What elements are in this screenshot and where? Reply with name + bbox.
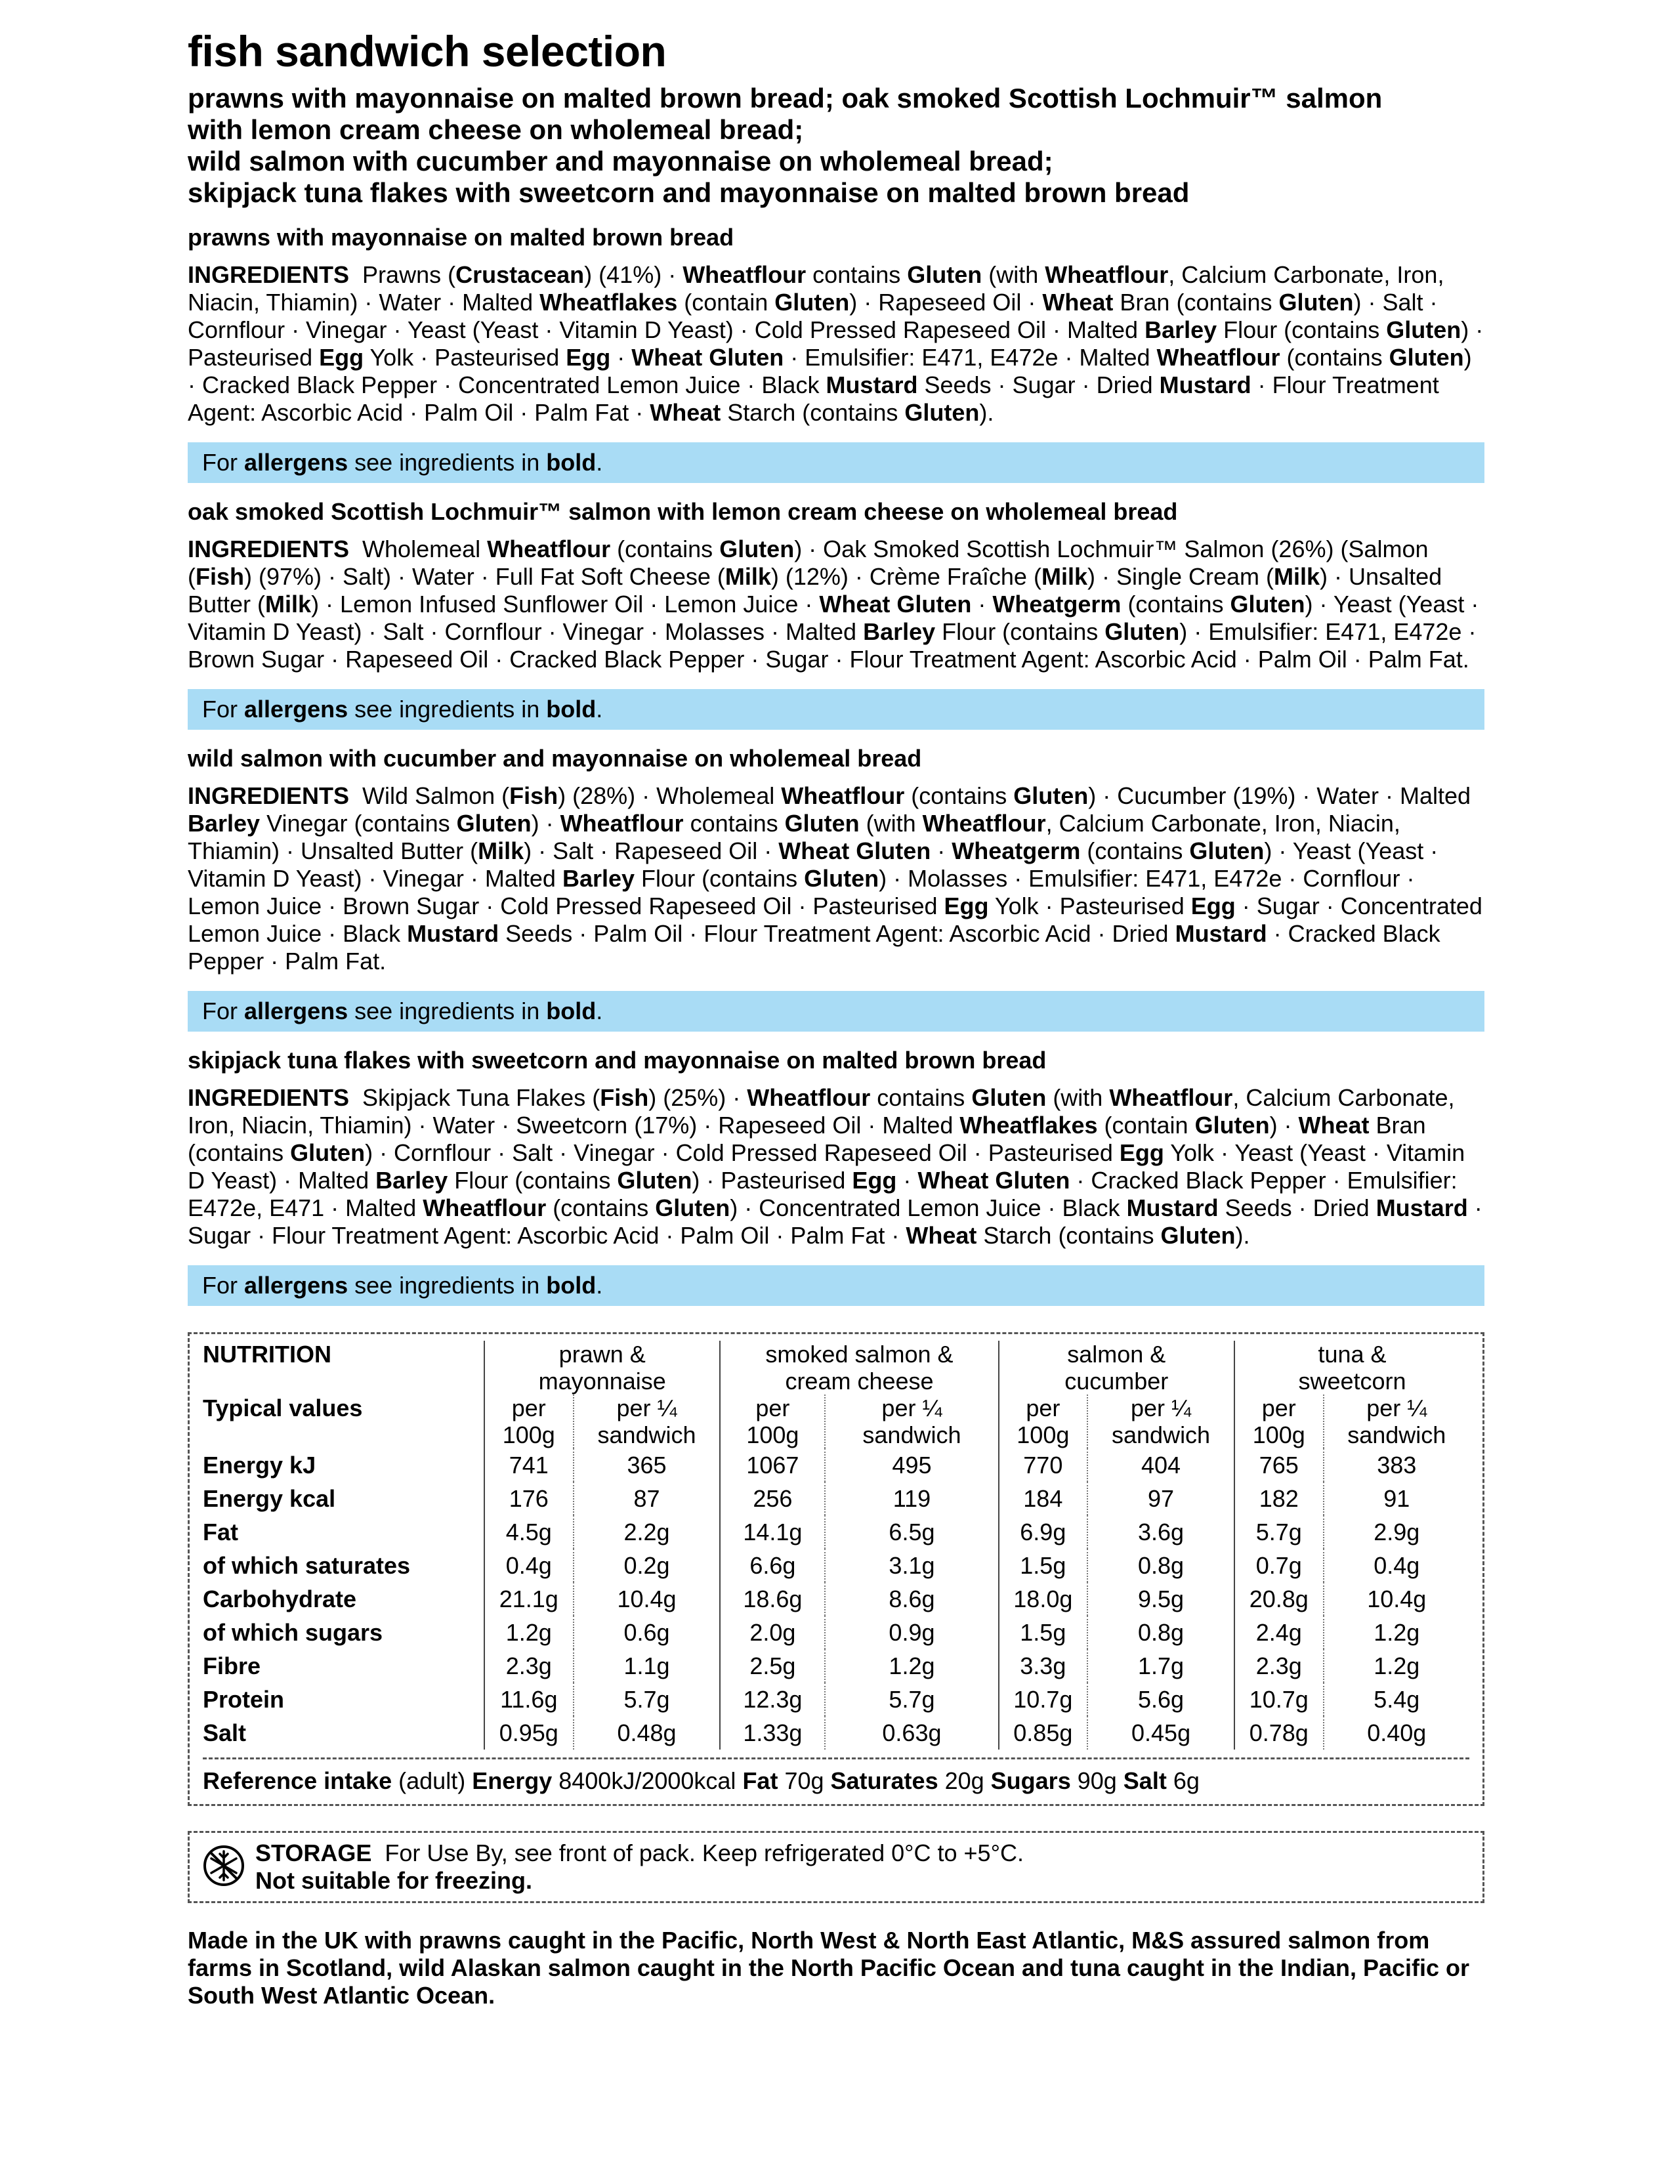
allergen-note-bar: For allergens see ingredients in bold. [188,991,1484,1032]
nutrient-value: 0.4g [484,1549,574,1582]
nutrition-row [203,1549,1469,1582]
nutrient-label: Salt [203,1719,247,1746]
storage-box [188,1831,1484,1903]
nutrient-value: 21.1g [484,1582,574,1616]
nutrient-value: 256 [720,1482,825,1515]
group-header: smoked salmon & cream cheese [720,1341,998,1395]
ingredients-text: INGREDIENTS Skipjack Tuna Flakes (Fish) (25%) · Wheatflour contains Gluten (with Wheatflour, Calcium Carbonate, Iron, Niacin, Thiamin) · Water · Sweetcorn (17%) · Rapeseed Oil · Malted Wheatflakes (contain Gluten) · Wheat Bran (contains Gluten) · Cornflour · Salt · Vinegar · Cold Pressed Rapeseed Oil · Pasteurised Egg Yolk · Yeast (Yeast · Vitamin D Yeast) · Malted Barley Flour (contains Gluten) · Pasteurised Egg · Wheat Gluten · Cracked Black Pepper · Emulsifier: E472e, E471 · Malted Wheatflour (contains Gluten) · Concentrated Lemon Juice · Black Mustard Seeds · Dried Mustard · Sugar · Flour Treatment Agent: Ascorbic Acid · Palm Oil · Palm Fat · Wheat Starch (contains Gluten). [188,1084,1482,1249]
nutrient-value: 0.8g [1087,1616,1234,1649]
nutrient-value: 3.1g [825,1549,998,1582]
nutrient-value: 4.5g [484,1515,574,1549]
nutrient-value: 383 [1324,1448,1469,1482]
nutrient-value: 0.63g [825,1716,998,1750]
freezing-warning: Not suitable for freezing. [255,1867,533,1894]
nutrient-value: 6.5g [825,1515,998,1549]
ingredient-sections [188,223,1484,1306]
nutrient-value: 5.4g [1324,1683,1469,1716]
per-100g-header: per 100g [484,1395,574,1448]
nutrient-value: 2.0g [720,1616,825,1649]
per-100g-header: per 100g [720,1395,825,1448]
nutrition-row [203,1515,1469,1549]
nutrient-value: 0.4g [1324,1549,1469,1582]
nutrition-row [203,1716,1469,1750]
reference-intake: Reference intake (adult) Energy 8400kJ/2000kcal Fat 70g Saturates 20g Sugars 90g Salt 6g [203,1757,1469,1796]
subtitle-line: prawns with mayonnaise on malted brown bread; oak smoked Scottish Lochmuir™ salmon [188,83,1383,114]
nutrient-value: 0.40g [1324,1716,1469,1750]
product-subtitle [188,83,1484,209]
nutrient-value: 87 [574,1482,721,1515]
nutrient-value: 2.3g [1234,1649,1324,1683]
nutrition-row [203,1448,1469,1482]
storage-text [255,1839,1471,1867]
nutrition-row [203,1683,1469,1716]
nutrient-value: 2.5g [720,1649,825,1683]
per-quarter-header: per ¼ sandwich [1087,1395,1234,1448]
nutrient-value: 18.0g [999,1582,1088,1616]
nutrient-value: 2.9g [1324,1515,1469,1549]
ingredients-text: INGREDIENTS Prawns (Crustacean) (41%) · Wheatflour contains Gluten (with Wheatflour, Calcium Carbonate, Iron, Niacin, Thiamin) · Water · Malted Wheatflakes (contain Gluten) · Rapeseed Oil · Wheat Bran (contains Gluten) · Salt · Cornflour · Vinegar · Yeast (Yeast · Vitamin D Yeast) · Cold Pressed Rapeseed Oil · Malted Barley Flour (contains Gluten) · Pasteurised Egg Yolk · Pasteurised Egg · Wheat Gluten · Emulsifier: E471, E472e · Malted Wheatflour (contains Gluten) · Cracked Black Pepper · Concentrated Lemon Juice · Black Mustard Seeds · Sugar · Dried Mustard · Flour Treatment Agent: Ascorbic Acid · Palm Oil · Palm Fat · Wheat Starch (contains Gluten). [188,261,1484,426]
nutrient-value: 5.7g [825,1683,998,1716]
nutrient-value: 11.6g [484,1683,574,1716]
nutrient-label: of which saturates [203,1552,411,1579]
nutrient-value: 6.9g [999,1515,1088,1549]
nutrient-value: 119 [825,1482,998,1515]
storage-instructions: For Use By, see front of pack. Keep refrigerated 0°C to +5°C. [385,1839,1024,1866]
nutrient-value: 0.48g [574,1716,721,1750]
nutrient-value: 1.5g [999,1549,1088,1582]
nutrient-value: 14.1g [720,1515,825,1549]
no-freeze-snowflake-icon [203,1845,245,1887]
nutrient-label: Fat [203,1519,238,1545]
nutrient-value: 20.8g [1234,1582,1324,1616]
section-title: skipjack tuna flakes with sweetcorn and mayonnaise on malted brown bread [188,1047,1047,1074]
per-quarter-header: per ¼ sandwich [574,1395,721,1448]
nutrient-label: Energy kcal [203,1485,336,1512]
nutrition-table [203,1341,1469,1750]
nutrient-value: 404 [1087,1448,1234,1482]
nutrient-label: Protein [203,1686,285,1713]
nutrient-value: 0.78g [1234,1716,1324,1750]
nutrient-value: 176 [484,1482,574,1515]
nutrient-value: 1067 [720,1448,825,1482]
allergen-note-bar: For allergens see ingredients in bold. [188,1265,1484,1306]
nutrient-value: 1.33g [720,1716,825,1750]
nutrition-panel [188,1332,1484,1806]
nutrient-label: Energy kJ [203,1452,316,1479]
nutrient-value: 1.5g [999,1616,1088,1649]
nutrient-value: 91 [1324,1482,1469,1515]
nutrient-value: 184 [999,1482,1088,1515]
nutrient-value: 0.2g [574,1549,721,1582]
nutrient-value: 0.85g [999,1716,1088,1750]
nutrient-value: 0.95g [484,1716,574,1750]
nutrient-value: 10.4g [1324,1582,1469,1616]
nutrient-value: 1.1g [574,1649,721,1683]
per-100g-header: per 100g [1234,1395,1324,1448]
page-title: fish sandwich selection [188,27,667,75]
nutrient-value: 3.6g [1087,1515,1234,1549]
nutrition-row [203,1616,1469,1649]
per-quarter-header: per ¼ sandwich [1324,1395,1469,1448]
nutrient-value: 6.6g [720,1549,825,1582]
nutrition-heading: NUTRITION [203,1341,331,1368]
per-100g-header: per 100g [999,1395,1088,1448]
subtitle-line: with lemon cream cheese on wholemeal bread; [188,114,804,145]
group-header: tuna & sweetcorn [1234,1341,1469,1395]
nutrient-value: 5.7g [1234,1515,1324,1549]
nutrition-row [203,1649,1469,1683]
group-header: prawn & mayonnaise [484,1341,720,1395]
nutrient-value: 9.5g [1087,1582,1234,1616]
nutrient-label: Carbohydrate [203,1586,357,1612]
nutrient-value: 12.3g [720,1683,825,1716]
nutrient-value: 1.2g [1324,1649,1469,1683]
nutrient-value: 182 [1234,1482,1324,1515]
nutrient-value: 5.7g [574,1683,721,1716]
subtitle-line: wild salmon with cucumber and mayonnaise on wholemeal bread; [188,146,1053,177]
nutrient-value: 3.3g [999,1649,1088,1683]
nutrient-value: 2.4g [1234,1616,1324,1649]
group-header: salmon & cucumber [999,1341,1234,1395]
label-page [188,24,1484,2009]
nutrition-row [203,1482,1469,1515]
nutrient-value: 1.7g [1087,1649,1234,1683]
section-title: oak smoked Scottish Lochmuir™ salmon with lemon cream cheese on wholemeal bread [188,498,1178,525]
nutrient-value: 770 [999,1448,1088,1482]
section-title: prawns with mayonnaise on malted brown bread [188,224,734,251]
nutrition-row [203,1582,1469,1616]
nutrient-value: 0.9g [825,1616,998,1649]
allergen-note-bar: For allergens see ingredients in bold. [188,442,1484,483]
nutrient-label: Fibre [203,1652,261,1679]
section-title: wild salmon with cucumber and mayonnaise on wholemeal bread [188,745,922,772]
nutrient-value: 0.45g [1087,1716,1234,1750]
nutrient-value: 495 [825,1448,998,1482]
nutrient-value: 0.6g [574,1616,721,1649]
nutrient-value: 1.2g [825,1649,998,1683]
ingredients-text: INGREDIENTS Wild Salmon (Fish) (28%) · Wholemeal Wheatflour (contains Gluten) · Cucumber (19%) · Water · Malted Barley Vinegar (contains Gluten) · Wheatflour contains Gluten (with Wheatflour, Calcium Carbonate, Iron, Niacin, Thiamin) · Unsalted Butter (Milk) · Salt · Rapeseed Oil · Wheat Gluten · Wheatgerm (contains Gluten) · Yeast (Yeast · Vitamin D Yeast) · Vinegar · Malted Barley Flour (contains Gluten) · Molasses · Emulsifier: E471, E472e · Cornflour · Lemon Juice · Brown Sugar · Cold Pressed Rapeseed Oil · Pasteurised Egg Yolk · Pasteurised Egg · Sugar · Concentrated Lemon Juice · Black Mustard Seeds · Palm Oil · Flour Treatment Agent: Ascorbic Acid · Dried Mustard · Cracked Black Pepper · Palm Fat. [188,782,1482,975]
nutrient-value: 97 [1087,1482,1234,1515]
subtitle-line: skipjack tuna flakes with sweetcorn and mayonnaise on malted brown bread [188,177,1190,208]
nutrient-value: 2.3g [484,1649,574,1683]
storage-label: STORAGE [255,1839,372,1866]
nutrient-value: 0.7g [1234,1549,1324,1582]
nutrient-value: 741 [484,1448,574,1482]
nutrient-value: 5.6g [1087,1683,1234,1716]
nutrient-value: 10.7g [999,1683,1088,1716]
nutrient-value: 1.2g [484,1616,574,1649]
nutrient-value: 18.6g [720,1582,825,1616]
typical-values-label: Typical values [203,1395,363,1421]
nutrient-value: 0.8g [1087,1549,1234,1582]
nutrient-value: 1.2g [1324,1616,1469,1649]
origin-statement: Made in the UK with prawns caught in the Pacific, North West & North East Atlantic, M&S assured salmon from farms in Scotland, wild Alaskan salmon caught in the North Pacific Ocean and tuna caught in the Indian, Pacific or South West Atlantic Ocean. [188,1927,1470,2009]
nutrient-value: 765 [1234,1448,1324,1482]
nutrient-value: 10.7g [1234,1683,1324,1716]
allergen-note-bar: For allergens see ingredients in bold. [188,689,1484,730]
nutrient-value: 2.2g [574,1515,721,1549]
nutrient-label: of which sugars [203,1619,383,1646]
per-quarter-header: per ¼ sandwich [825,1395,998,1448]
nutrient-value: 10.4g [574,1582,721,1616]
nutrient-value: 365 [574,1448,721,1482]
ingredients-text: INGREDIENTS Wholemeal Wheatflour (contains Gluten) · Oak Smoked Scottish Lochmuir™ Salmon (26%) (Salmon (Fish) (97%) · Salt) · Water · Full Fat Soft Cheese (Milk) (12%) · Crème Fraîche (Milk) · Single Cream (Milk) · Unsalted Butter (Milk) · Lemon Infused Sunflower Oil · Lemon Juice · Wheat Gluten · Wheatgerm (contains Gluten) · Yeast (Yeast · Vitamin D Yeast) · Salt · Cornflour · Vinegar · Molasses · Malted Barley Flour (contains Gluten) · Emulsifier: E471, E472e · Brown Sugar · Rapeseed Oil · Cracked Black Pepper · Sugar · Flour Treatment Agent: Ascorbic Acid · Palm Oil · Palm Fat. [188,536,1479,673]
nutrient-value: 8.6g [825,1582,998,1616]
